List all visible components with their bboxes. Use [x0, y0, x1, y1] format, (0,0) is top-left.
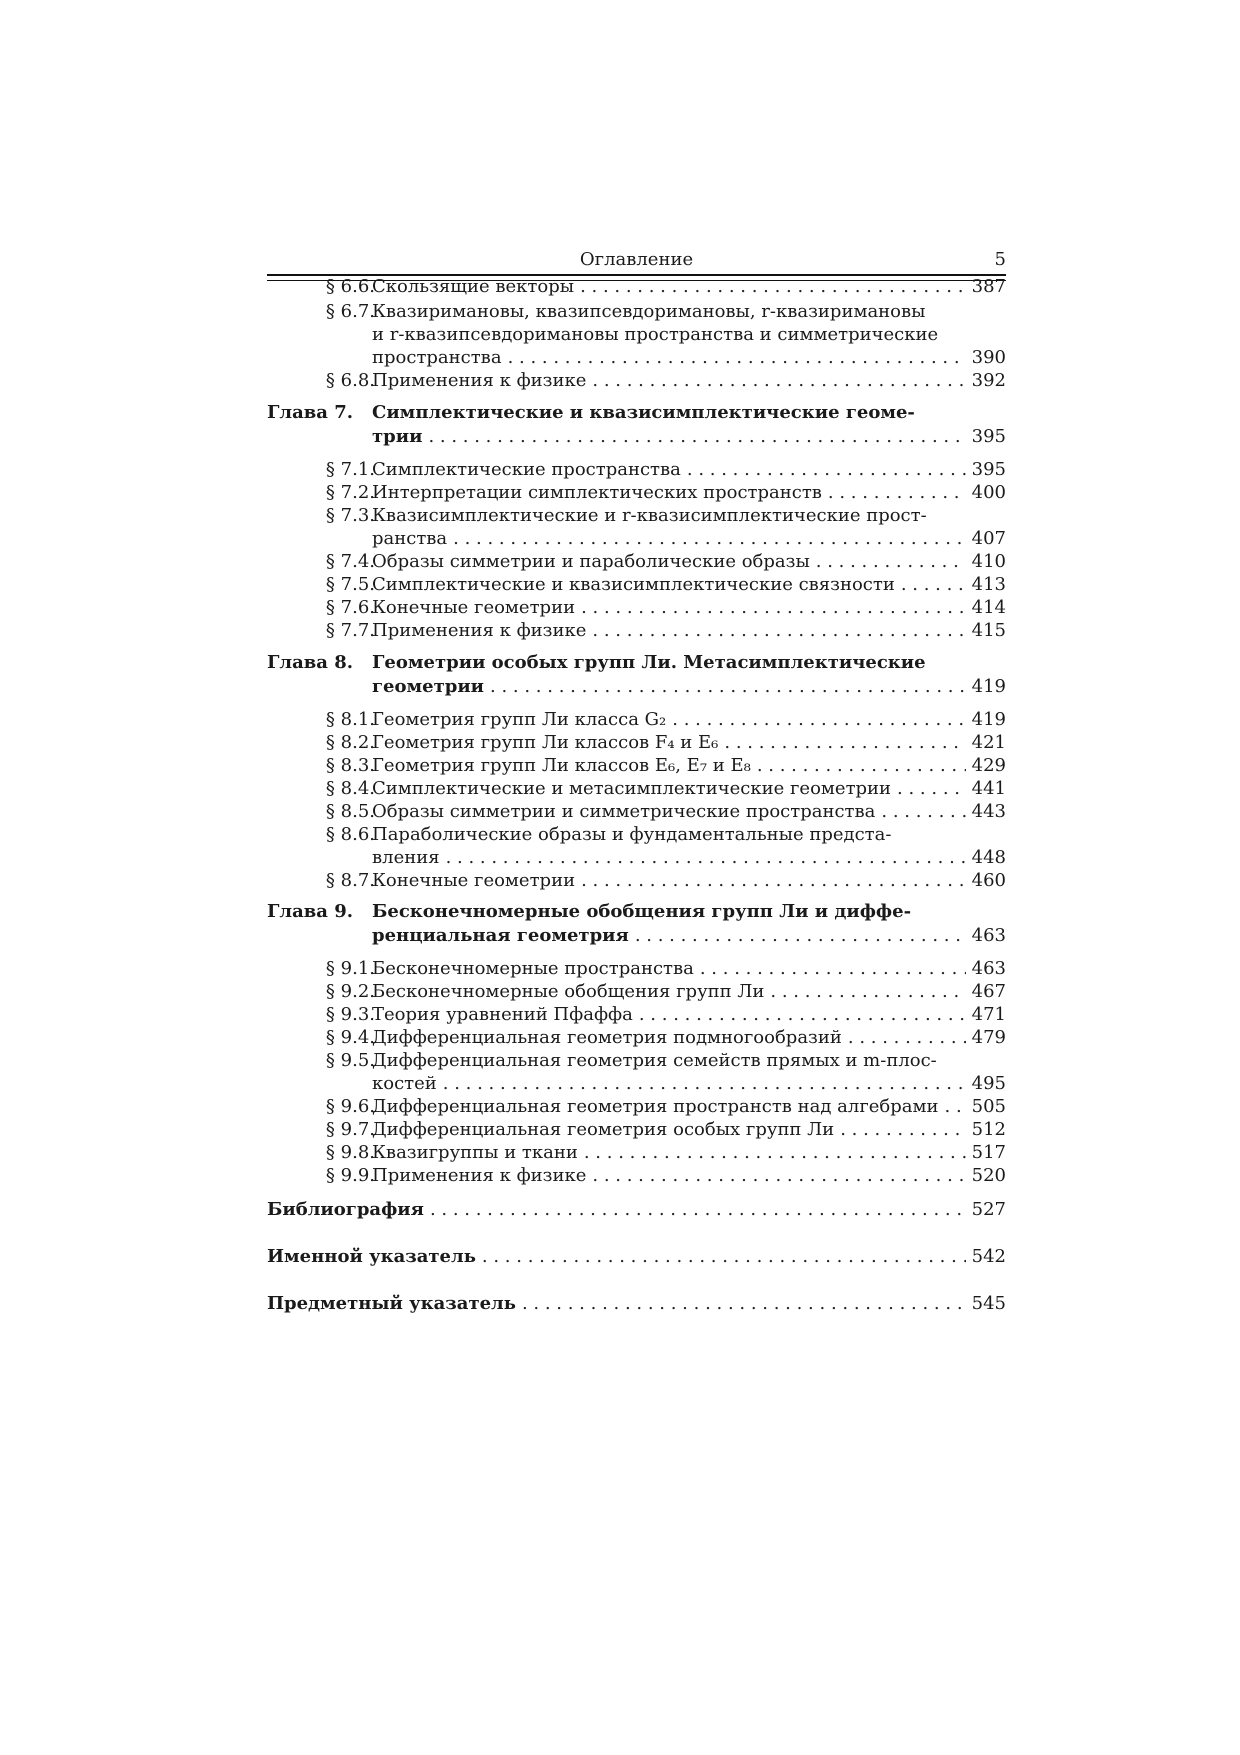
entry-page: 463	[971, 925, 1006, 946]
header-title: Оглавление	[579, 249, 694, 270]
section-number: § 7.7.	[325, 620, 375, 641]
toc-entry[interactable]	[267, 573, 1006, 597]
entry-title: Квазиримановы, квазипсевдоримановы, r-квазиримановы	[372, 301, 926, 322]
entry-page: 448	[971, 847, 1006, 868]
toc-entry[interactable]	[267, 369, 1006, 393]
section-number: § 9.9.	[325, 1165, 375, 1186]
entry-page: 410	[971, 551, 1006, 572]
entry-page: 495	[971, 1073, 1006, 1094]
toc-entry[interactable]	[267, 823, 1006, 847]
toc-entry[interactable]	[267, 957, 1006, 981]
chapter-title: Симплектические и квазисимплектические геоме-	[372, 402, 915, 423]
section-number: § 9.8.	[325, 1142, 375, 1163]
entry-title: Симплектические и квазисимплектические связности	[372, 574, 895, 595]
chapter-heading-continuation[interactable]	[267, 425, 1006, 449]
chapter-heading[interactable]	[267, 401, 1006, 425]
toc-entry[interactable]	[267, 1026, 1006, 1050]
chapter-title: Бесконечномерные обобщения групп Ли и диффе-	[372, 901, 912, 922]
section-number: § 9.1.	[325, 958, 375, 979]
entry-title: Конечные геометрии	[372, 870, 576, 891]
toc-entry[interactable]	[267, 1003, 1006, 1027]
toc-entry[interactable]	[267, 754, 1006, 778]
toc-entry[interactable]	[267, 708, 1006, 732]
entry-title: вления	[372, 847, 440, 868]
entry-page: 414	[971, 597, 1006, 618]
entry-page: 545	[971, 1293, 1006, 1314]
entry-page: 460	[971, 870, 1006, 891]
entry-page: 443	[971, 801, 1006, 822]
entry-page: 413	[971, 574, 1006, 595]
entry-title: и r-квазипсевдоримановы пространства и симметрические	[372, 324, 939, 345]
entry-page: 527	[971, 1199, 1006, 1220]
entry-title: Интерпретации симплектических пространств	[372, 482, 822, 503]
entry-title: Квазигруппы и ткани	[372, 1142, 578, 1163]
entry-title: пространства	[372, 347, 502, 368]
toc-entry[interactable]	[267, 869, 1006, 893]
entry-page: 387	[971, 276, 1006, 297]
section-number: § 7.5.	[325, 574, 375, 595]
section-number: § 8.5.	[325, 801, 375, 822]
entry-title: Образы симметрии и симметрические пространства	[372, 801, 876, 822]
section-number: § 6.7.	[325, 301, 375, 322]
entry-title: Именной указатель	[267, 1246, 476, 1267]
entry-page: 395	[971, 459, 1006, 480]
entry-page: 390	[971, 347, 1006, 368]
toc-entry-continuation[interactable]	[267, 346, 1006, 370]
section-number: § 7.6.	[325, 597, 375, 618]
toc-entry[interactable]	[267, 731, 1006, 755]
entry-title: Квазисимплектические и r-квазисимплектические прост-	[372, 505, 927, 526]
entry-page: 400	[971, 482, 1006, 503]
section-number: § 8.2.	[325, 732, 375, 753]
section-number: § 8.1.	[325, 709, 375, 730]
chapter-heading-continuation[interactable]	[267, 924, 1006, 948]
name-index-entry[interactable]	[267, 1245, 1006, 1269]
section-number: § 9.5.	[325, 1050, 375, 1071]
section-number: § 8.6.	[325, 824, 375, 845]
entry-page: 441	[971, 778, 1006, 799]
entry-title: Дифференциальная геометрия пространств над алгебрами	[372, 1096, 939, 1117]
entry-page: 512	[971, 1119, 1006, 1140]
chapter-number: Глава 9.	[267, 901, 354, 922]
entry-page: 517	[971, 1142, 1006, 1163]
entry-title: Симплектические и метасимплектические геометрии	[372, 778, 892, 799]
chapter-heading[interactable]	[267, 900, 1006, 924]
entry-page: 419	[971, 709, 1006, 730]
chapter-title: геометрии	[372, 676, 485, 697]
chapter-title: Геометрии особых групп Ли. Метасимплектические	[372, 652, 926, 673]
chapter-title: трии	[372, 426, 423, 447]
toc-entry[interactable]	[267, 1049, 1006, 1073]
section-number: § 9.6.	[325, 1096, 375, 1117]
running-header	[267, 249, 1006, 275]
toc-entry[interactable]	[267, 550, 1006, 574]
section-number: § 9.7.	[325, 1119, 375, 1140]
toc-entry[interactable]	[267, 481, 1006, 505]
entry-page: 505	[971, 1096, 1006, 1117]
chapter-number: Глава 8.	[267, 652, 354, 673]
entry-page: 471	[971, 1004, 1006, 1025]
entry-page: 467	[971, 981, 1006, 1002]
document-page	[267, 0, 1006, 1755]
section-number: § 7.2.	[325, 482, 375, 503]
entry-page: 395	[971, 426, 1006, 447]
entry-title: Бесконечномерные обобщения групп Ли	[372, 981, 765, 1002]
entry-title: Дифференциальная геометрия особых групп Ли	[372, 1119, 835, 1140]
section-number: § 6.6.	[325, 276, 375, 297]
entry-title: Теория уравнений Пфаффа	[372, 1004, 633, 1025]
section-number: § 7.1.	[325, 459, 375, 480]
section-number: § 7.4.	[325, 551, 375, 572]
toc-entry[interactable]	[267, 275, 1006, 299]
entry-title: Образы симметрии и параболические образы	[372, 551, 810, 572]
entry-title: Применения к физике	[372, 620, 587, 641]
entry-title: Параболические образы и фундаментальные предста-	[372, 824, 892, 845]
entry-title: Симплектические пространства	[372, 459, 681, 480]
header-page-number: 5	[994, 249, 1006, 270]
section-number: § 8.3.	[325, 755, 375, 776]
entry-title: костей	[372, 1073, 437, 1094]
entry-page: 415	[971, 620, 1006, 641]
toc-entry-continuation[interactable]	[267, 846, 1006, 870]
entry-page: 429	[971, 755, 1006, 776]
entry-title: Скользящие векторы	[372, 276, 575, 297]
toc-entry[interactable]	[267, 619, 1006, 643]
entry-page: 542	[971, 1246, 1006, 1267]
toc-entry-continuation[interactable]	[267, 527, 1006, 551]
toc-entry[interactable]	[267, 596, 1006, 620]
section-number: § 8.7.	[325, 870, 375, 891]
entry-title: Предметный указатель	[267, 1293, 516, 1314]
toc-entry[interactable]	[267, 1141, 1006, 1165]
entry-title: ранства	[372, 528, 448, 549]
bibliography-entry[interactable]	[267, 1198, 1006, 1222]
toc-entry[interactable]	[267, 1118, 1006, 1142]
chapter-heading[interactable]	[267, 651, 1006, 675]
section-number: § 9.2.	[325, 981, 375, 1002]
toc-entry[interactable]	[267, 777, 1006, 801]
entry-title: Конечные геометрии	[372, 597, 576, 618]
section-number: § 9.4.	[325, 1027, 375, 1048]
toc-entry[interactable]	[267, 980, 1006, 1004]
section-number: § 7.3.	[325, 505, 375, 526]
entry-title: Применения к физике	[372, 370, 587, 391]
section-number: § 9.3.	[325, 1004, 375, 1025]
entry-page: 419	[971, 676, 1006, 697]
entry-page: 392	[971, 370, 1006, 391]
toc-entry[interactable]	[267, 458, 1006, 482]
entry-title: Геометрия групп Ли класса G₂	[372, 709, 667, 730]
entry-title: Дифференциальная геометрия семейств прямых и m-плос-	[372, 1050, 937, 1071]
toc-entry[interactable]	[267, 1164, 1006, 1188]
toc-entry-continuation[interactable]	[267, 1072, 1006, 1096]
chapter-number: Глава 7.	[267, 402, 354, 423]
chapter-heading-continuation[interactable]	[267, 675, 1006, 699]
toc-entry[interactable]	[267, 1095, 1006, 1119]
toc-entry[interactable]	[267, 504, 1006, 528]
toc-entry[interactable]	[267, 800, 1006, 824]
entry-title: Применения к физике	[372, 1165, 587, 1186]
entry-page: 407	[971, 528, 1006, 549]
entry-page: 463	[971, 958, 1006, 979]
entry-title: Библиография	[267, 1199, 424, 1220]
entry-page: 520	[971, 1165, 1006, 1186]
entry-title: Геометрия групп Ли классов F₄ и E₆	[372, 732, 719, 753]
entry-title: Геометрия групп Ли классов E₆, E₇ и E₈	[372, 755, 751, 776]
section-number: § 6.8.	[325, 370, 375, 391]
section-number: § 8.4.	[325, 778, 375, 799]
subject-index-entry[interactable]	[267, 1292, 1006, 1316]
toc-entry[interactable]	[267, 300, 1006, 324]
entry-title: Дифференциальная геометрия подмногообразий	[372, 1027, 842, 1048]
chapter-title: ренциальная геометрия	[372, 925, 629, 946]
entry-page: 479	[971, 1027, 1006, 1048]
entry-title: Бесконечномерные пространства	[372, 958, 694, 979]
entry-page: 421	[971, 732, 1006, 753]
toc-entry-continuation	[267, 323, 1006, 347]
